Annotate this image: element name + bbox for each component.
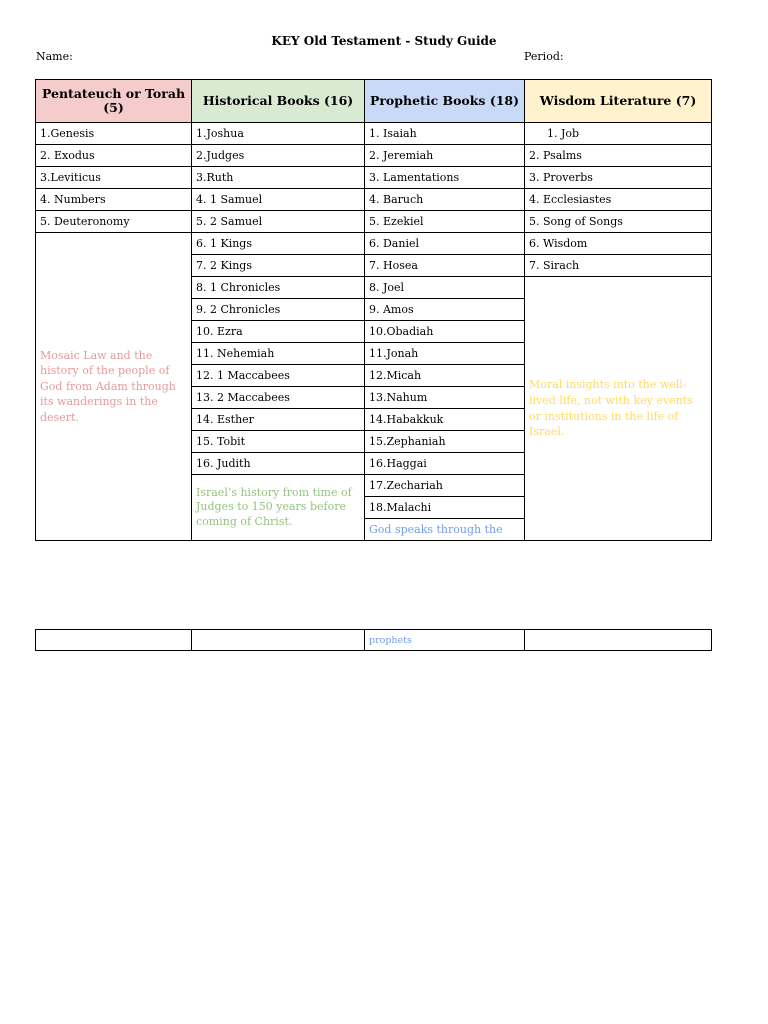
historical-book: 8. 1 Chronicles [192, 277, 365, 299]
table-row [36, 630, 712, 651]
prophetic-book: 7. Hosea [365, 255, 525, 277]
pentateuch-book: 1.Genesis [36, 123, 192, 145]
historical-book: 14. Esther [192, 409, 365, 431]
study-guide-table [35, 79, 712, 541]
pentateuch-description: Mosaic Law and the history of the people of God from Adam through its wanderings in the desert. [36, 233, 192, 541]
pentateuch-heading: Pentateuch or Torah (5) [36, 80, 192, 123]
wisdom-book: 6. Wisdom [525, 233, 712, 255]
prophetic-book: 10.Obadiah [365, 321, 525, 343]
prophetic-book: 12.Micah [365, 365, 525, 387]
historical-book: 11. Nehemiah [192, 343, 365, 365]
historical-book: 9. 2 Chronicles [192, 299, 365, 321]
prophetic-book: 11.Jonah [365, 343, 525, 365]
prophetic-book: 1. Isaiah [365, 123, 525, 145]
period-label: Period: [524, 50, 564, 63]
pentateuch-book: 4. Numbers [36, 189, 192, 211]
pentateuch-book: 3.Leviticus [36, 167, 192, 189]
prophetic-description-continued: prophets [365, 630, 525, 651]
historical-book: 10. Ezra [192, 321, 365, 343]
name-label: Name: [36, 50, 73, 63]
wisdom-book: 4. Ecclesiastes [525, 189, 712, 211]
historical-book: 1.Joshua [192, 123, 365, 145]
table-row [36, 211, 712, 233]
wisdom-book: 3. Proverbs [525, 167, 712, 189]
prophetic-book: 13.Nahum [365, 387, 525, 409]
table-row [36, 123, 712, 145]
prophetic-book: 18.Malachi [365, 497, 525, 519]
empty-cell [36, 630, 192, 651]
table-row [36, 233, 712, 255]
wisdom-book: 5. Song of Songs [525, 211, 712, 233]
historical-book: 6. 1 Kings [192, 233, 365, 255]
historical-book: 7. 2 Kings [192, 255, 365, 277]
wisdom-heading: Wisdom Literature (7) [525, 80, 712, 123]
historical-description: Israel’s history from time of Judges to 150 years before coming of Christ. [192, 475, 365, 541]
historical-book: 13. 2 Maccabees [192, 387, 365, 409]
prophetic-book: 9. Amos [365, 299, 525, 321]
table-row [36, 167, 712, 189]
historical-book: 15. Tobit [192, 431, 365, 453]
prophetic-book: 17.Zechariah [365, 475, 525, 497]
wisdom-book: 2. Psalms [525, 145, 712, 167]
historical-book: 2.Judges [192, 145, 365, 167]
historical-book: 5. 2 Samuel [192, 211, 365, 233]
empty-cell [525, 630, 712, 651]
prophetic-book: 4. Baruch [365, 189, 525, 211]
prophetic-book: 3. Lamentations [365, 167, 525, 189]
historical-book: 4. 1 Samuel [192, 189, 365, 211]
prophetic-book: 6. Daniel [365, 233, 525, 255]
historical-book: 12. 1 Maccabees [192, 365, 365, 387]
prophetic-description: God speaks through the [365, 519, 525, 541]
wisdom-book: 7. Sirach [525, 255, 712, 277]
continuation-table [35, 629, 712, 651]
wisdom-description: Moral insights into the well-lived life, not with key events or institutions in the life of Israel. [525, 277, 712, 541]
historical-book: 3.Ruth [192, 167, 365, 189]
historical-book: 16. Judith [192, 453, 365, 475]
historical-heading: Historical Books (16) [192, 80, 365, 123]
empty-cell [192, 630, 365, 651]
prophetic-book: 5. Ezekiel [365, 211, 525, 233]
header-row [36, 80, 712, 123]
pentateuch-book: 5. Deuteronomy [36, 211, 192, 233]
table-row [36, 189, 712, 211]
page-title: KEY Old Testament - Study Guide [271, 34, 497, 48]
wisdom-book: 1. Job [525, 123, 712, 145]
prophetic-book: 15.Zephaniah [365, 431, 525, 453]
prophetic-heading: Prophetic Books (18) [365, 80, 525, 123]
table-row [36, 145, 712, 167]
prophetic-book: 14.Habakkuk [365, 409, 525, 431]
prophetic-book: 2. Jeremiah [365, 145, 525, 167]
pentateuch-book: 2. Exodus [36, 145, 192, 167]
prophetic-book: 8. Joel [365, 277, 525, 299]
prophetic-book: 16.Haggai [365, 453, 525, 475]
